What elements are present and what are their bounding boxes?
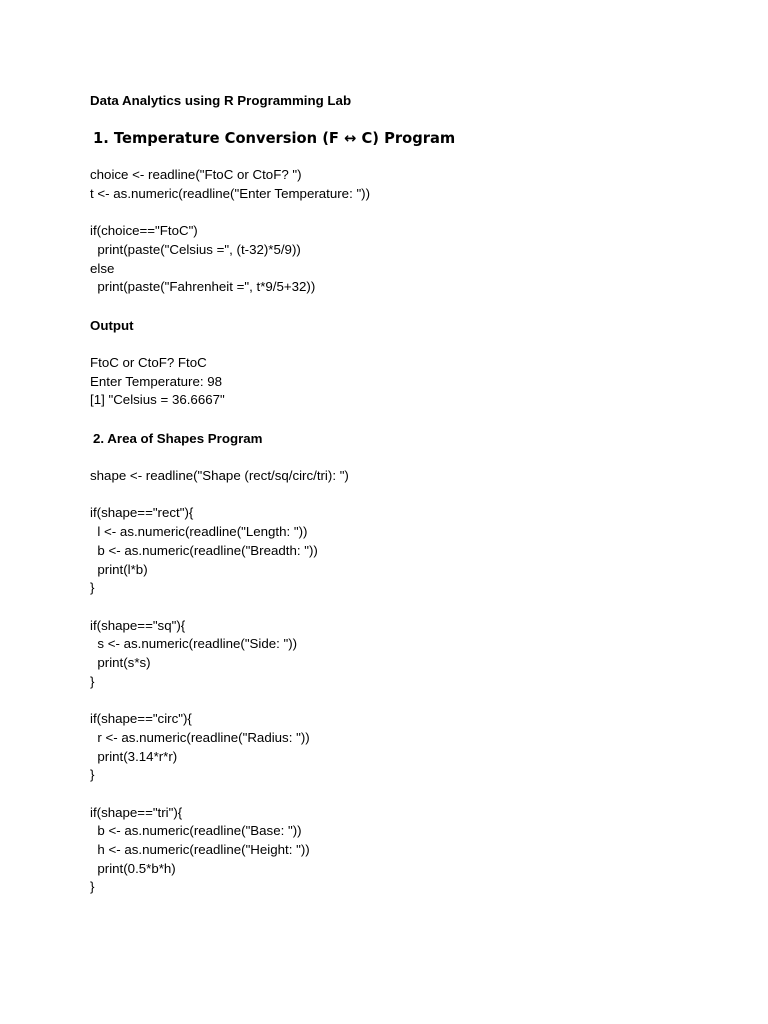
code-line: choice <- readline("FtoC or CtoF? "): [90, 167, 302, 182]
code-line: [90, 203, 370, 222]
code-line: print(0.5*b*h): [90, 860, 176, 876]
code-line: }: [90, 580, 95, 596]
code-line: }: [90, 879, 95, 895]
code-line: b <- as.numeric(readline("Base: ")): [90, 823, 302, 839]
section-heading-temperature-conversion: 1. Temperature Conversion (F ↔ C) Program: [93, 130, 456, 147]
code-line: print(s*s): [90, 655, 151, 670]
code-line: else: [90, 260, 115, 276]
code-line: l <- as.numeric(readline("Length: ")): [90, 524, 308, 540]
code-line: h <- as.numeric(readline("Height: ")): [90, 842, 310, 857]
code-line: if(shape=="tri"){: [90, 804, 183, 820]
code-line: }: [90, 767, 95, 783]
code-line: print(3.14*r*r): [90, 748, 178, 764]
code-line: [90, 598, 349, 617]
code-block-area-of-shapes: [90, 467, 349, 897]
code-line: shape <- readline("Shape (rect/sq/circ/tri): "): [90, 468, 349, 483]
code-line: [90, 486, 349, 505]
code-line: if(choice=="FtoC"): [90, 223, 198, 239]
code-line: r <- as.numeric(readline("Radius: ")): [90, 729, 310, 745]
code-line: t <- as.numeric(readline("Enter Temperature: ")): [90, 185, 371, 201]
code-line: FtoC or CtoF? FtoC: [90, 355, 207, 370]
document-title: Data Analytics using R Programming Lab: [90, 93, 352, 108]
code-line: [1] "Celsius = 36.6667": [90, 392, 225, 408]
code-line: print(l*b): [90, 561, 148, 577]
code-line: [90, 785, 349, 804]
code-line: Enter Temperature: 98: [90, 373, 223, 389]
code-line: b <- as.numeric(readline("Breadth: ")): [90, 542, 318, 558]
code-line: print(paste("Celsius =", (t-32)*5/9)): [90, 241, 301, 257]
code-line: if(shape=="rect"){: [90, 505, 194, 521]
code-line: }: [90, 673, 95, 689]
code-block-temperature-conversion: [90, 166, 370, 297]
code-line: [90, 691, 349, 710]
output-block-temperature-conversion: [90, 354, 225, 410]
document-page: [90, 0, 730, 1024]
section-heading-area-of-shapes: 2. Area of Shapes Program: [93, 431, 263, 446]
code-line: s <- as.numeric(readline("Side: ")): [90, 636, 298, 652]
code-line: print(paste("Fahrenheit =", t*9/5+32)): [90, 279, 316, 295]
code-line: if(shape=="circ"){: [90, 711, 192, 727]
output-label: Output: [90, 318, 134, 333]
code-line: if(shape=="sq"){: [90, 617, 186, 633]
